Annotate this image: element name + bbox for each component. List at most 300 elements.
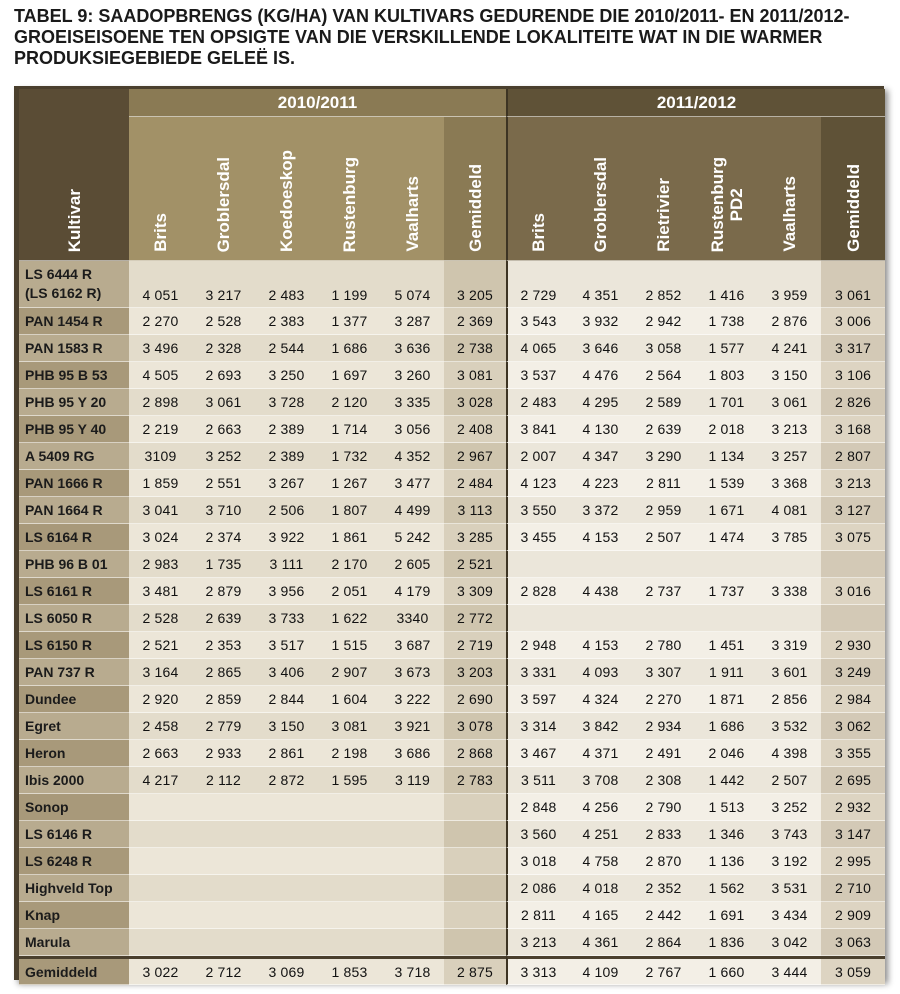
- table-cell: 3 537: [506, 362, 569, 389]
- table-cell: 4 093: [569, 659, 632, 686]
- table-cell: 2 007: [506, 443, 569, 470]
- table-row: [19, 578, 885, 605]
- title-line-3: PRODUKSIEGEBIEDE GELEË IS.: [14, 48, 296, 68]
- table-cell: [506, 551, 569, 578]
- table-cell: [444, 902, 506, 929]
- table-cell: 2 521: [444, 551, 506, 578]
- table-cell: 5 074: [381, 261, 444, 308]
- table-cell: 3 022: [129, 956, 192, 985]
- table-cell: [318, 875, 381, 902]
- table-cell: [569, 551, 632, 578]
- cultivar-name: LS 6164 R: [19, 524, 129, 551]
- table-cell: 2 967: [444, 443, 506, 470]
- average-row: [19, 956, 885, 985]
- table-row: [19, 686, 885, 713]
- table-cell: [129, 821, 192, 848]
- table-cell: 1 735: [192, 551, 255, 578]
- table-cell: 4 153: [569, 524, 632, 551]
- table-row: [19, 929, 885, 956]
- table-cell: 1 474: [695, 524, 758, 551]
- cultivar-name: PAN 1664 R: [19, 497, 129, 524]
- table-cell: 1 136: [695, 848, 758, 875]
- table-cell: [255, 902, 318, 929]
- table-cell: 2 828: [506, 578, 569, 605]
- table-row: [19, 335, 885, 362]
- kultivar-header-label: Kultivar: [64, 188, 84, 252]
- table-cell: [381, 848, 444, 875]
- table-cell: [192, 902, 255, 929]
- table-cell: 3 686: [381, 740, 444, 767]
- table-cell: 3 842: [569, 713, 632, 740]
- table-cell: 1 515: [318, 632, 381, 659]
- table-cell: 2 737: [632, 578, 695, 605]
- table-cell: 2 772: [444, 605, 506, 632]
- table-cell: 4 153: [569, 632, 632, 659]
- table-cell: [444, 929, 506, 956]
- table-cell: 4 241: [758, 335, 821, 362]
- table-cell: 3 532: [758, 713, 821, 740]
- table-cell: 4 295: [569, 389, 632, 416]
- cultivar-name: PAN 1583 R: [19, 335, 129, 362]
- table-cell: 2 934: [632, 713, 695, 740]
- table-cell: 5 242: [381, 524, 444, 551]
- table-cell: 4 251: [569, 821, 632, 848]
- table-cell: 4 051: [129, 261, 192, 308]
- table-row: [19, 524, 885, 551]
- table-cell: 3 307: [632, 659, 695, 686]
- table-cell: 3 059: [821, 956, 885, 985]
- table-row: [19, 659, 885, 686]
- table-body: [19, 261, 885, 985]
- table-cell: 1 737: [695, 578, 758, 605]
- table-row: [19, 389, 885, 416]
- table-cell: [506, 605, 569, 632]
- table-cell: 1 660: [695, 956, 758, 985]
- table-cell: 3 081: [318, 713, 381, 740]
- table-cell: 4 499: [381, 497, 444, 524]
- column-header: Rustenburg PD2: [695, 117, 758, 261]
- title-line-1: TABEL 9: SAADOPBRENGS (KG/HA) VAN KULTIVARS GEDURENDE DIE 2010/2011- EN 2011/2012-: [14, 6, 850, 26]
- table-cell: 3 119: [381, 767, 444, 794]
- table-cell: [255, 929, 318, 956]
- table-cell: 4 476: [569, 362, 632, 389]
- table-cell: 2 879: [192, 578, 255, 605]
- table-cell: 1 697: [318, 362, 381, 389]
- table-cell: 1 595: [318, 767, 381, 794]
- table-cell: 3340: [381, 605, 444, 632]
- table-cell: 3 708: [569, 767, 632, 794]
- table-cell: 2 589: [632, 389, 695, 416]
- table-cell: [381, 929, 444, 956]
- table-cell: 2 270: [632, 686, 695, 713]
- table-cell: 3 368: [758, 470, 821, 497]
- table-cell: 4 347: [569, 443, 632, 470]
- table-cell: 3 560: [506, 821, 569, 848]
- table-cell: 2 442: [632, 902, 695, 929]
- table-cell: 1 911: [695, 659, 758, 686]
- table-cell: 3 041: [129, 497, 192, 524]
- table-cell: 3 597: [506, 686, 569, 713]
- table-cell: 2 170: [318, 551, 381, 578]
- table-cell: 3 063: [821, 929, 885, 956]
- table-cell: 3 111: [255, 551, 318, 578]
- table-cell: 2 738: [444, 335, 506, 362]
- table-cell: 3 075: [821, 524, 885, 551]
- table-cell: 2 484: [444, 470, 506, 497]
- table-cell: 1 671: [695, 497, 758, 524]
- table-cell: [821, 605, 885, 632]
- table-cell: 3 106: [821, 362, 885, 389]
- cultivar-name: PHB 96 B 01: [19, 551, 129, 578]
- table-row: [19, 740, 885, 767]
- table-cell: 1 853: [318, 956, 381, 985]
- table-cell: 3 006: [821, 308, 885, 335]
- table-cell: 2 551: [192, 470, 255, 497]
- table-cell: 3 355: [821, 740, 885, 767]
- table-cell: 3 285: [444, 524, 506, 551]
- table-cell: [318, 902, 381, 929]
- table-cell: 3 260: [381, 362, 444, 389]
- cultivar-name: LS 6161 R: [19, 578, 129, 605]
- column-header-average: Gemiddeld: [444, 117, 506, 261]
- table-cell: 2 483: [255, 261, 318, 308]
- table-cell: 2 374: [192, 524, 255, 551]
- table-cell: [192, 821, 255, 848]
- table-cell: 2 605: [381, 551, 444, 578]
- table-cell: 3 168: [821, 416, 885, 443]
- table-cell: 2 353: [192, 632, 255, 659]
- table-cell: 2 780: [632, 632, 695, 659]
- table-cell: 2 352: [632, 875, 695, 902]
- table-cell: 3 481: [129, 578, 192, 605]
- table-cell: 1 859: [129, 470, 192, 497]
- table-row: [19, 470, 885, 497]
- column-header: Rustenburg: [318, 117, 381, 261]
- table-cell: 3 042: [758, 929, 821, 956]
- table-row: [19, 848, 885, 875]
- table-cell: 4 351: [569, 261, 632, 308]
- cultivar-name: Highveld Top: [19, 875, 129, 902]
- table-cell: 2 959: [632, 497, 695, 524]
- column-header: Vaalharts: [381, 117, 444, 261]
- table-cell: [381, 794, 444, 821]
- table-cell: 3 056: [381, 416, 444, 443]
- column-header-average: Gemiddeld: [821, 117, 885, 261]
- table-cell: 1 267: [318, 470, 381, 497]
- table-cell: [569, 605, 632, 632]
- table-cell: [381, 821, 444, 848]
- table-cell: 3 213: [506, 929, 569, 956]
- table-cell: 2 868: [444, 740, 506, 767]
- table-cell: 2 852: [632, 261, 695, 308]
- table-cell: 3 069: [255, 956, 318, 985]
- table-cell: 3 250: [255, 362, 318, 389]
- table-cell: 3 406: [255, 659, 318, 686]
- table-title: [14, 6, 894, 69]
- table-cell: 2 719: [444, 632, 506, 659]
- table-cell: 3 455: [506, 524, 569, 551]
- cultivar-name: Marula: [19, 929, 129, 956]
- table-cell: 2 856: [758, 686, 821, 713]
- table-cell: 2 086: [506, 875, 569, 902]
- cultivar-name: A 5409 RG: [19, 443, 129, 470]
- table-cell: 2 528: [192, 308, 255, 335]
- kultivar-header: [19, 89, 129, 261]
- table-cell: 2 219: [129, 416, 192, 443]
- table-cell: 2 942: [632, 308, 695, 335]
- cultivar-name: LS 6146 R: [19, 821, 129, 848]
- table-cell: 2 907: [318, 659, 381, 686]
- table-cell: 3 531: [758, 875, 821, 902]
- table-cell: [129, 929, 192, 956]
- table-cell: 2 270: [129, 308, 192, 335]
- table-cell: 3 932: [569, 308, 632, 335]
- table-cell: 2 826: [821, 389, 885, 416]
- table-cell: 2 690: [444, 686, 506, 713]
- table-cell: 2 507: [632, 524, 695, 551]
- table-cell: 3 313: [506, 956, 569, 985]
- table-cell: 2 872: [255, 767, 318, 794]
- table-cell: 3 252: [758, 794, 821, 821]
- table-cell: 3 061: [821, 261, 885, 308]
- table-cell: 1 836: [695, 929, 758, 956]
- table-cell: 2 870: [632, 848, 695, 875]
- table-cell: 2 639: [192, 605, 255, 632]
- table-cell: 3 213: [758, 416, 821, 443]
- table-cell: [192, 929, 255, 956]
- table-cell: 2 112: [192, 767, 255, 794]
- table-cell: 3 496: [129, 335, 192, 362]
- table-cell: 4 398: [758, 740, 821, 767]
- table-cell: 2 710: [821, 875, 885, 902]
- column-header: Vaalharts: [758, 117, 821, 261]
- table-row: [19, 902, 885, 929]
- table-cell: 2 848: [506, 794, 569, 821]
- cultivar-name: LS 6248 R: [19, 848, 129, 875]
- table-cell: 2 528: [129, 605, 192, 632]
- table-cell: 1 442: [695, 767, 758, 794]
- table-cell: 1 807: [318, 497, 381, 524]
- table-cell: 4 065: [506, 335, 569, 362]
- table-row: [19, 767, 885, 794]
- table-cell: 3 467: [506, 740, 569, 767]
- column-header: Brits: [129, 117, 192, 261]
- table-cell: 2 783: [444, 767, 506, 794]
- table-cell: 2 308: [632, 767, 695, 794]
- table-row: [19, 794, 885, 821]
- table-cell: 4 361: [569, 929, 632, 956]
- table-cell: 3 956: [255, 578, 318, 605]
- table-cell: 2 198: [318, 740, 381, 767]
- table-row: [19, 261, 885, 308]
- table-cell: 4 217: [129, 767, 192, 794]
- title-line-2: GROEISEISOENE TEN OPSIGTE VAN DIE VERSKILLENDE LOKALITEITE WAT IN DIE WARMER: [14, 27, 823, 47]
- column-header: Groblersdal: [192, 117, 255, 261]
- table-cell: 2 521: [129, 632, 192, 659]
- table-row: [19, 497, 885, 524]
- table-cell: 3 687: [381, 632, 444, 659]
- table-cell: 2 663: [129, 740, 192, 767]
- table-cell: [444, 794, 506, 821]
- table-cell: 4 505: [129, 362, 192, 389]
- table-cell: [632, 551, 695, 578]
- cultivar-name: Sonop: [19, 794, 129, 821]
- column-header: Koedoeskop: [255, 117, 318, 261]
- table-cell: 2 995: [821, 848, 885, 875]
- table-cell: 3 024: [129, 524, 192, 551]
- table-cell: 3 309: [444, 578, 506, 605]
- table-cell: [129, 848, 192, 875]
- table-cell: 2 693: [192, 362, 255, 389]
- table-cell: 4 018: [569, 875, 632, 902]
- table-cell: [695, 605, 758, 632]
- table-cell: 3 543: [506, 308, 569, 335]
- table-cell: [192, 875, 255, 902]
- table-cell: 2 018: [695, 416, 758, 443]
- table-cell: 3 673: [381, 659, 444, 686]
- table-cell: 3 372: [569, 497, 632, 524]
- cultivar-name: Heron: [19, 740, 129, 767]
- table-cell: 3 113: [444, 497, 506, 524]
- table-cell: 3 841: [506, 416, 569, 443]
- table-cell: 1 686: [695, 713, 758, 740]
- table-cell: 4 352: [381, 443, 444, 470]
- table-row: [19, 713, 885, 740]
- table-row: [19, 821, 885, 848]
- table-cell: 1 604: [318, 686, 381, 713]
- table-cell: 3 127: [821, 497, 885, 524]
- table-cell: 3 922: [255, 524, 318, 551]
- table-cell: 1 199: [318, 261, 381, 308]
- table-cell: 1 701: [695, 389, 758, 416]
- table-cell: 3 147: [821, 821, 885, 848]
- table-cell: 3 061: [758, 389, 821, 416]
- table-row: [19, 875, 885, 902]
- average-row-label: Gemiddeld: [19, 956, 129, 985]
- table-cell: 3 317: [821, 335, 885, 362]
- table-cell: 3 718: [381, 956, 444, 985]
- table-cell: 3 252: [192, 443, 255, 470]
- cultivar-name: PAN 737 R: [19, 659, 129, 686]
- table-cell: 2 695: [821, 767, 885, 794]
- table-cell: 4 438: [569, 578, 632, 605]
- table-cell: 3 164: [129, 659, 192, 686]
- table-cell: 2 544: [255, 335, 318, 362]
- table-cell: [192, 848, 255, 875]
- table-cell: 1 577: [695, 335, 758, 362]
- table-cell: 3 444: [758, 956, 821, 985]
- table-cell: 2 369: [444, 308, 506, 335]
- table-cell: 2 864: [632, 929, 695, 956]
- table-cell: [318, 848, 381, 875]
- table-cell: 3 267: [255, 470, 318, 497]
- table-cell: 1 346: [695, 821, 758, 848]
- table-cell: 2 909: [821, 902, 885, 929]
- table-cell: 2 861: [255, 740, 318, 767]
- table-cell: 2 833: [632, 821, 695, 848]
- table-cell: [444, 848, 506, 875]
- table-cell: 2 491: [632, 740, 695, 767]
- cultivar-name: PHB 95 B 53: [19, 362, 129, 389]
- table-cell: 2 328: [192, 335, 255, 362]
- table-cell: 3 061: [192, 389, 255, 416]
- season-2010-2011-header: 2010/2011: [129, 89, 506, 117]
- table-cell: [318, 929, 381, 956]
- table-cell: [255, 848, 318, 875]
- table-cell: 2 898: [129, 389, 192, 416]
- table-cell: 2 408: [444, 416, 506, 443]
- table-cell: [444, 875, 506, 902]
- table-cell: 2 483: [506, 389, 569, 416]
- table-cell: 4 179: [381, 578, 444, 605]
- table-cell: 1 416: [695, 261, 758, 308]
- season-2011-2012-header: 2011/2012: [506, 89, 885, 117]
- table-cell: [695, 551, 758, 578]
- table-cell: 3109: [129, 443, 192, 470]
- table-cell: 2 844: [255, 686, 318, 713]
- table-cell: 3 150: [758, 362, 821, 389]
- table-cell: 2 933: [192, 740, 255, 767]
- cultivar-name: Knap: [19, 902, 129, 929]
- table-cell: 2 930: [821, 632, 885, 659]
- table-cell: 1 871: [695, 686, 758, 713]
- table-cell: 4 371: [569, 740, 632, 767]
- table-cell: [129, 902, 192, 929]
- table-cell: 3 331: [506, 659, 569, 686]
- table-cell: 3 636: [381, 335, 444, 362]
- cultivar-name: LS 6444 R (LS 6162 R): [19, 261, 129, 308]
- table-cell: 3 511: [506, 767, 569, 794]
- table-cell: 4 109: [569, 956, 632, 985]
- table-cell: 2 046: [695, 740, 758, 767]
- table-cell: 3 257: [758, 443, 821, 470]
- table-cell: 2 811: [632, 470, 695, 497]
- table-cell: [318, 794, 381, 821]
- table-cell: 1 377: [318, 308, 381, 335]
- table-cell: 1 539: [695, 470, 758, 497]
- table-cell: 3 314: [506, 713, 569, 740]
- table-cell: 3 062: [821, 713, 885, 740]
- column-header: Rietrivier: [632, 117, 695, 261]
- table-cell: 3 081: [444, 362, 506, 389]
- table-cell: 2 790: [632, 794, 695, 821]
- table-cell: 3 517: [255, 632, 318, 659]
- table-cell: 4 165: [569, 902, 632, 929]
- table-cell: 3 058: [632, 335, 695, 362]
- table-cell: 3 338: [758, 578, 821, 605]
- table-row: [19, 605, 885, 632]
- table-cell: [255, 794, 318, 821]
- table-row: [19, 551, 885, 578]
- table-cell: 3 646: [569, 335, 632, 362]
- table-cell: 3 785: [758, 524, 821, 551]
- table-cell: 1 691: [695, 902, 758, 929]
- table-cell: 2 984: [821, 686, 885, 713]
- table-cell: [758, 605, 821, 632]
- table-cell: 1 134: [695, 443, 758, 470]
- table-cell: 1 714: [318, 416, 381, 443]
- table-cell: 3 150: [255, 713, 318, 740]
- cultivar-name: Egret: [19, 713, 129, 740]
- table-cell: 2 932: [821, 794, 885, 821]
- table-cell: 3 213: [821, 470, 885, 497]
- table-cell: 2 876: [758, 308, 821, 335]
- table-row: [19, 362, 885, 389]
- cultivar-name: Ibis 2000: [19, 767, 129, 794]
- table-cell: 1 686: [318, 335, 381, 362]
- table-cell: 4 081: [758, 497, 821, 524]
- table-cell: 4 123: [506, 470, 569, 497]
